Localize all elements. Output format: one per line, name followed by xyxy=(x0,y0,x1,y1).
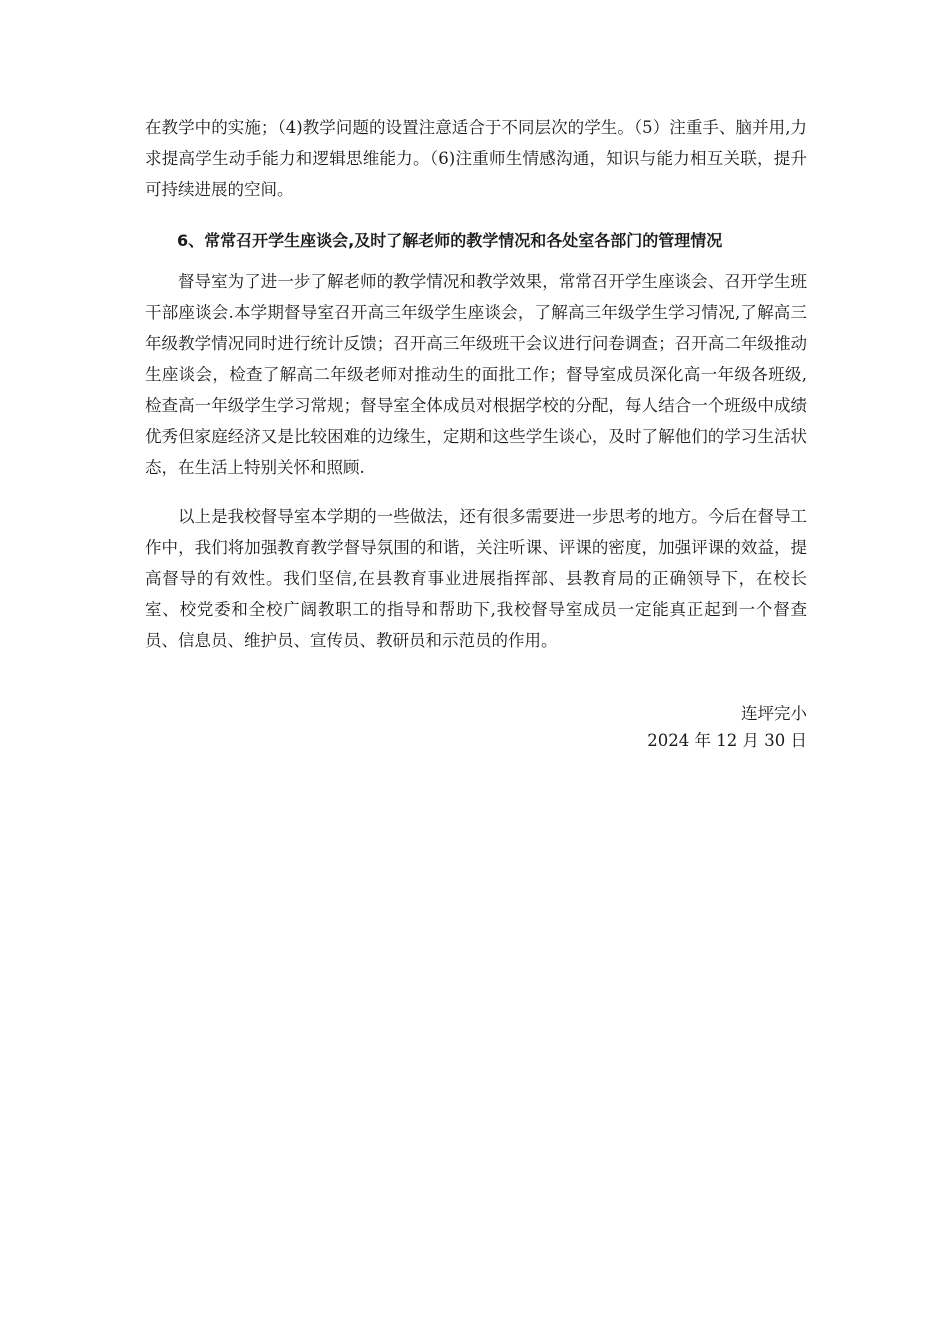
document-page xyxy=(145,112,807,754)
paragraph-section6: 督导室为了进一步了解老师的教学情况和教学效果，常常召开学生座谈会、召开学生班干部座谈会.本学期督导室召开高三年级学生座谈会，了解高三年级学生学习情况,了解高三年级教学情况同时进行统计反馈；召开高三年级班干会议进行问卷调查；召开高二年级推动生座谈会，检查了解高二年级老师对推动生的面批工作；督导室成员深化高一年级各班级,检查高一年级学生学习常规；督导室全体成员对根据学校的分配，每人结合一个班级中成绩优秀但家庭经济又是比较困难的边缘生，定期和这些学生谈心，及时了解他们的学习生活状态，在生活上特别关怀和照顾. xyxy=(145,272,807,477)
paragraph-continued: 在教学中的实施；（4)教学问题的设置注意适合于不同层次的学生。（5）注重手、脑并用,力求提高学生动手能力和逻辑思维能力。（6)注重师生情感沟通，知识与能力相互关联，提升可持续进展的空间。 xyxy=(145,118,807,199)
signature-block xyxy=(145,700,807,754)
section-heading: 6、常常召开学生座谈会,及时了解老师的教学情况和各处室各部门的管理情况 xyxy=(177,231,723,250)
signature-date: 2024 年 12 月 30 日 xyxy=(647,731,807,750)
signature-org: 连坪完小 xyxy=(741,704,807,723)
paragraph-conclusion: 以上是我校督导室本学期的一些做法，还有很多需要进一步思考的地方。今后在督导工作中，我们将加强教育教学督导氛围的和谐，关注听课、评课的密度，加强评课的效益，提高督导的有效性。我们坚信,在县教育事业进展指挥部、县教育局的正确领导下，在校长室、校党委和全校广阔教职工的指导和帮助下,我校督导室成员一定能真正起到一个督查员、信息员、维护员、宣传员、教研员和示范员的作用。 xyxy=(145,507,807,650)
